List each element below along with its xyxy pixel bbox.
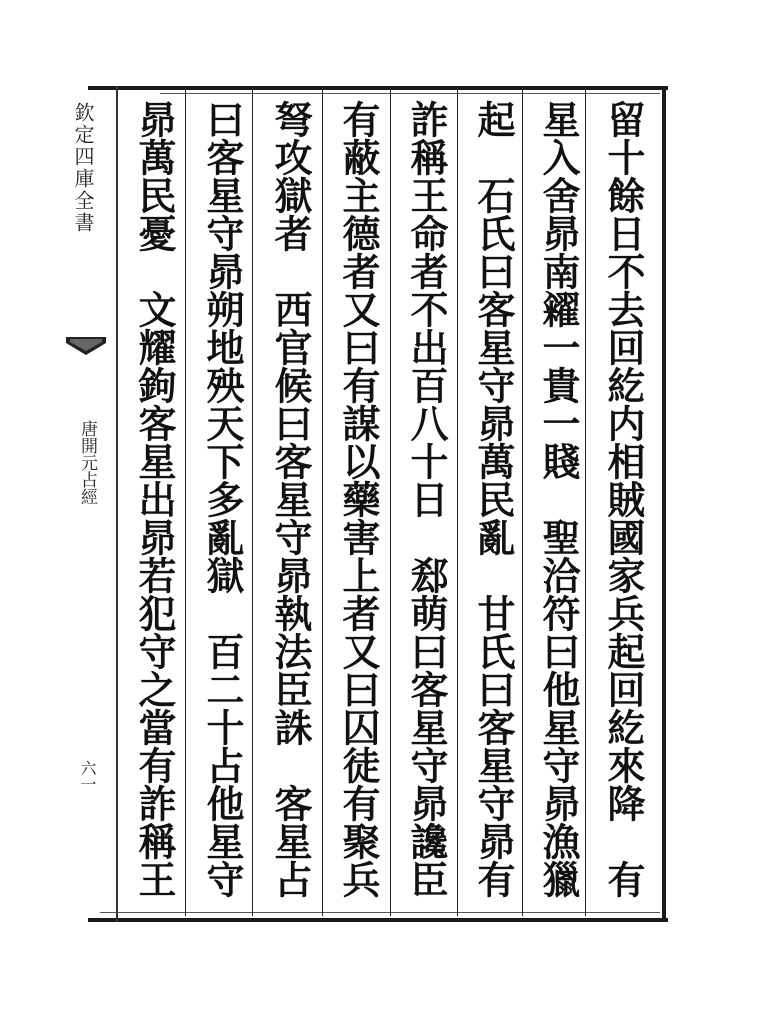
- frame-left-border: [116, 86, 118, 922]
- frame-bottom-inner-border: [100, 912, 660, 913]
- text-column-5: 有蔽主德者又曰有謀以藥害上者又曰囚徒有聚兵: [336, 100, 381, 898]
- text-column-7: 曰客星守昴朔地殃天下多亂獄 百二十占他星守: [200, 100, 245, 898]
- text-column-2: 星入舍昴南糴一貴一賤 聖洽符曰他星守昴漁獵: [536, 100, 581, 898]
- text-column-6: 弩攻獄者 西官候曰客星守昴執法臣誅 客星占: [268, 100, 313, 898]
- column-divider: [390, 90, 391, 916]
- column-divider: [457, 90, 458, 916]
- text-column-4: 詐稱王命者不出百八十日 郄萌曰客星守昴讒臣: [404, 100, 449, 898]
- column-divider: [252, 90, 253, 916]
- text-column-3: 起 石氏曰客星守昴萬民亂 甘氏曰客星守昴有: [471, 100, 516, 898]
- frame-bottom-border: [88, 918, 668, 922]
- column-divider: [185, 90, 186, 916]
- margin-collection-title: 欽定四庫全書: [71, 102, 95, 234]
- frame-top-border: [88, 86, 668, 90]
- fish-tail-mark-icon: [64, 335, 108, 357]
- text-column-8: 昴萬民憂 文耀鉤客星出昴若犯守之當有詐稱王: [132, 100, 177, 898]
- frame-right-border: [662, 86, 666, 922]
- margin-page-number: 六一: [78, 760, 97, 792]
- margin-book-title: 唐開元占經: [77, 420, 97, 505]
- column-divider: [522, 90, 523, 916]
- text-column-1: 留十餘日不去回紇内相賊國家兵起回紇來降 有: [601, 100, 646, 898]
- column-divider: [322, 90, 323, 916]
